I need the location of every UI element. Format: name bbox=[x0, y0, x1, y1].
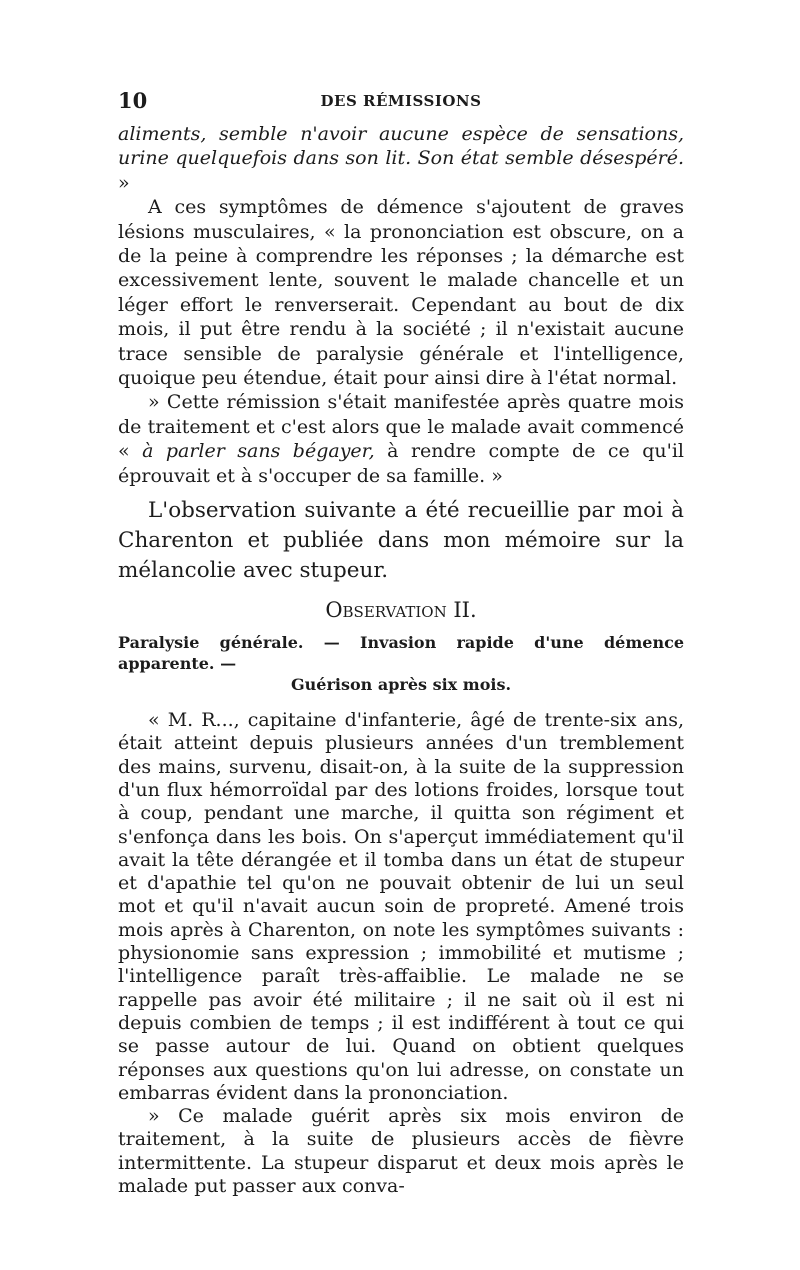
observation-summary-line1: Paralysie générale. — Invasion rapide d'une démence apparente. — bbox=[118, 633, 684, 674]
paragraph-symptoms: A ces symptômes de démence s'ajoutent de graves lésions musculaires, « la prononciation est obscure, on a de la peine à comprendre les réponses ; la démarche est excessivement lente, souvent le malade chancelle et un léger effort le renverserait. Cependant au bout de dix mois, il put être rendu à la société ; il n'existait aucune trace sensible de paralysie générale et l'intelligence, quoique peu étendue, était pour ainsi dire à l'état normal. bbox=[118, 196, 684, 390]
remission-italic: à parler sans bégayer, bbox=[142, 440, 375, 463]
running-title: DES RÉMISSIONS bbox=[320, 92, 482, 110]
observation-body-paragraph-2: » Ce malade guérit après six mois environ de traitement, à la suite de plusieurs accès de fièvre intermittente. La stupeur disparut et deux mois après le malade put passer aux conva- bbox=[118, 1105, 684, 1198]
paragraph-lead: L'observation suivante a été recueillie par moi à Charenton et publiée dans mon mémoire sur la mélancolie avec stupeur. bbox=[118, 498, 684, 584]
observation-summary-line2: Guérison après six mois. bbox=[290, 675, 512, 695]
quote-close: » bbox=[118, 171, 130, 194]
page-number: 10 bbox=[118, 88, 148, 113]
remission-start: » Cette rémission s'était manifestée après quatre mois de traitement et c'est alors que le malade avait commencé « bbox=[118, 391, 684, 463]
paragraph-remission bbox=[118, 390, 684, 488]
italic-quote: aliments, semble n'avoir aucune espèce de sensations, urine quelquefois dans son lit. Son état semble désespéré. bbox=[118, 123, 684, 170]
running-head bbox=[118, 88, 684, 122]
book-page bbox=[118, 88, 684, 1198]
remission-end: à rendre compte de ce qu'il éprouvait et à s'occuper de sa famille. » bbox=[118, 440, 684, 487]
paragraph-continuation bbox=[118, 122, 684, 195]
observation-heading: Observation II. bbox=[325, 598, 477, 623]
observation-body-paragraph: « M. R..., capitaine d'infanterie, âgé de trente-six ans, était atteint depuis plusieurs années d'un tremblement des mains, survenu, disait-on, à la suite de la suppression d'un flux hémorroïdal par des lotions froides, lorsque tout à coup, pendant une marche, il quitta son régiment et s'enfonça dans les bois. On s'aperçut immédiatement qu'il avait la tête dérangée et il tomba dans un état de stupeur et d'apathie tel qu'on ne pouvait obtenir de lui un seul mot et qu'il n'avait aucun soin de propreté. Amené trois mois après à Charenton, on note les symptômes suivants : physionomie sans expression ; immobilité et mutisme ; l'intelligence paraît très-affaiblie. Le malade ne se rappelle pas avoir été militaire ; il ne sait où il est ni depuis combien de temps ; il est indifférent à tout ce qui se passe autour de lui. Quand on obtient quelques réponses aux questions qu'on lui adresse, on constate un embarras évident dans la prononciation. bbox=[118, 709, 684, 1104]
